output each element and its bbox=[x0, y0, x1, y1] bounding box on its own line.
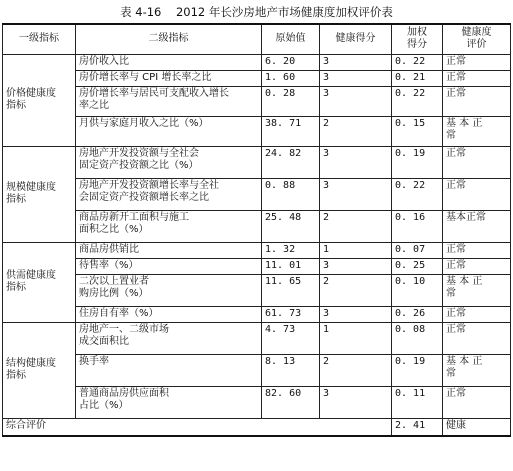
raw-value: 8. 13 bbox=[262, 354, 320, 386]
weighted-score: 0. 21 bbox=[392, 70, 443, 86]
health-evaluation: 正常 bbox=[443, 386, 511, 418]
health-evaluation: 基本正常 bbox=[443, 210, 511, 242]
raw-value: 11. 01 bbox=[262, 258, 320, 274]
table-row bbox=[3, 306, 511, 322]
weighted-score: 0. 16 bbox=[392, 210, 443, 242]
table-row bbox=[3, 258, 511, 274]
table-row bbox=[3, 116, 511, 146]
weighted-score: 0. 22 bbox=[392, 54, 443, 70]
health-evaluation: 正常 bbox=[443, 70, 511, 86]
table-row bbox=[3, 242, 511, 258]
level1-indicator: 供需健康度 指标 bbox=[3, 242, 76, 322]
table-row bbox=[3, 274, 511, 306]
health-score: 3 bbox=[320, 54, 392, 70]
level2-indicator: 普通商品房供应面积 占比（%） bbox=[76, 386, 262, 418]
level2-indicator: 商品房新开工面积与施工 面积之比（%） bbox=[76, 210, 262, 242]
weighted-score: 0. 10 bbox=[392, 274, 443, 306]
level1-indicator: 规模健康度 指标 bbox=[3, 146, 76, 242]
raw-value: 25. 48 bbox=[262, 210, 320, 242]
table-row bbox=[3, 322, 511, 354]
header-weighted: 加权 得分 bbox=[392, 24, 443, 54]
health-score: 3 bbox=[320, 86, 392, 116]
level2-indicator: 换手率 bbox=[76, 354, 262, 386]
level2-indicator: 房地产一、二级市场 成交面积比 bbox=[76, 322, 262, 354]
header-raw: 原始值 bbox=[262, 24, 320, 54]
table-row bbox=[3, 54, 511, 70]
table-caption: 表 4-16 2012 年长沙房地产市场健康度加权评价表 bbox=[120, 5, 393, 19]
table-row bbox=[3, 70, 511, 86]
header-score: 健康得分 bbox=[320, 24, 392, 54]
table-row bbox=[3, 146, 511, 178]
health-score: 2 bbox=[320, 354, 392, 386]
level2-indicator: 商品房供销比 bbox=[76, 242, 262, 258]
health-score: 2 bbox=[320, 116, 392, 146]
health-evaluation: 正常 bbox=[443, 306, 511, 322]
health-evaluation: 正常 bbox=[443, 322, 511, 354]
level2-indicator: 房价增长率与 CPI 增长率之比 bbox=[76, 70, 262, 86]
header-level1: 一级指标 bbox=[3, 24, 76, 54]
table-row bbox=[3, 86, 511, 116]
header-level2: 二级指标 bbox=[76, 24, 262, 54]
table-row bbox=[3, 178, 511, 210]
summary-evaluation: 健康 bbox=[443, 418, 511, 436]
summary-weighted: 2. 41 bbox=[392, 418, 443, 436]
weighted-score: 0. 19 bbox=[392, 146, 443, 178]
raw-value: 61. 73 bbox=[262, 306, 320, 322]
raw-value: 6. 20 bbox=[262, 54, 320, 70]
table-row bbox=[3, 210, 511, 242]
health-evaluation: 正常 bbox=[443, 258, 511, 274]
level1-indicator: 价格健康度 指标 bbox=[3, 54, 76, 146]
summary-label: 综合评价 bbox=[3, 418, 392, 436]
level2-indicator: 住房自有率（%） bbox=[76, 306, 262, 322]
summary-row bbox=[3, 418, 511, 436]
health-score: 2 bbox=[320, 210, 392, 242]
evaluation-table bbox=[2, 23, 511, 437]
raw-value: 38. 71 bbox=[262, 116, 320, 146]
raw-value: 4. 73 bbox=[262, 322, 320, 354]
weighted-score: 0. 11 bbox=[392, 386, 443, 418]
table-row bbox=[3, 354, 511, 386]
weighted-score: 0. 26 bbox=[392, 306, 443, 322]
health-score: 3 bbox=[320, 70, 392, 86]
health-evaluation: 基 本 正 常 bbox=[443, 274, 511, 306]
health-evaluation: 基 本 正 常 bbox=[443, 116, 511, 146]
weighted-score: 0. 25 bbox=[392, 258, 443, 274]
table-row bbox=[3, 386, 511, 418]
level2-indicator: 房地产开发投资额与全社会 固定资产投资额之比（%） bbox=[76, 146, 262, 178]
weighted-score: 0. 19 bbox=[392, 354, 443, 386]
health-evaluation: 正常 bbox=[443, 54, 511, 70]
raw-value: 1. 32 bbox=[262, 242, 320, 258]
weighted-score: 0. 22 bbox=[392, 86, 443, 116]
health-evaluation: 基 本 正 常 bbox=[443, 354, 511, 386]
level2-indicator: 二次以上置业者 购房比例（%） bbox=[76, 274, 262, 306]
weighted-score: 0. 15 bbox=[392, 116, 443, 146]
raw-value: 0. 88 bbox=[262, 178, 320, 210]
health-score: 3 bbox=[320, 178, 392, 210]
weighted-score: 0. 22 bbox=[392, 178, 443, 210]
level1-indicator: 结构健康度 指标 bbox=[3, 322, 76, 418]
weighted-score: 0. 08 bbox=[392, 322, 443, 354]
level2-indicator: 待售率（%） bbox=[76, 258, 262, 274]
health-evaluation: 正常 bbox=[443, 86, 511, 116]
level2-indicator: 房价增长率与居民可支配收入增长 率之比 bbox=[76, 86, 262, 116]
health-evaluation: 正常 bbox=[443, 146, 511, 178]
health-score: 2 bbox=[320, 274, 392, 306]
health-score: 3 bbox=[320, 258, 392, 274]
raw-value: 11. 65 bbox=[262, 274, 320, 306]
header-health: 健康度 评价 bbox=[443, 24, 511, 54]
health-score: 3 bbox=[320, 306, 392, 322]
raw-value: 82. 60 bbox=[262, 386, 320, 418]
weighted-score: 0. 07 bbox=[392, 242, 443, 258]
health-score: 3 bbox=[320, 386, 392, 418]
health-score: 1 bbox=[320, 242, 392, 258]
health-score: 3 bbox=[320, 146, 392, 178]
level2-indicator: 房价收入比 bbox=[76, 54, 262, 70]
raw-value: 24. 82 bbox=[262, 146, 320, 178]
raw-value: 1. 60 bbox=[262, 70, 320, 86]
raw-value: 0. 28 bbox=[262, 86, 320, 116]
health-evaluation: 正常 bbox=[443, 178, 511, 210]
health-score: 1 bbox=[320, 322, 392, 354]
level2-indicator: 房地产开发投资额增长率与全社 会固定资产投资额增长率之比 bbox=[76, 178, 262, 210]
level2-indicator: 月供与家庭月收入之比（%） bbox=[76, 116, 262, 146]
health-evaluation: 正常 bbox=[443, 242, 511, 258]
